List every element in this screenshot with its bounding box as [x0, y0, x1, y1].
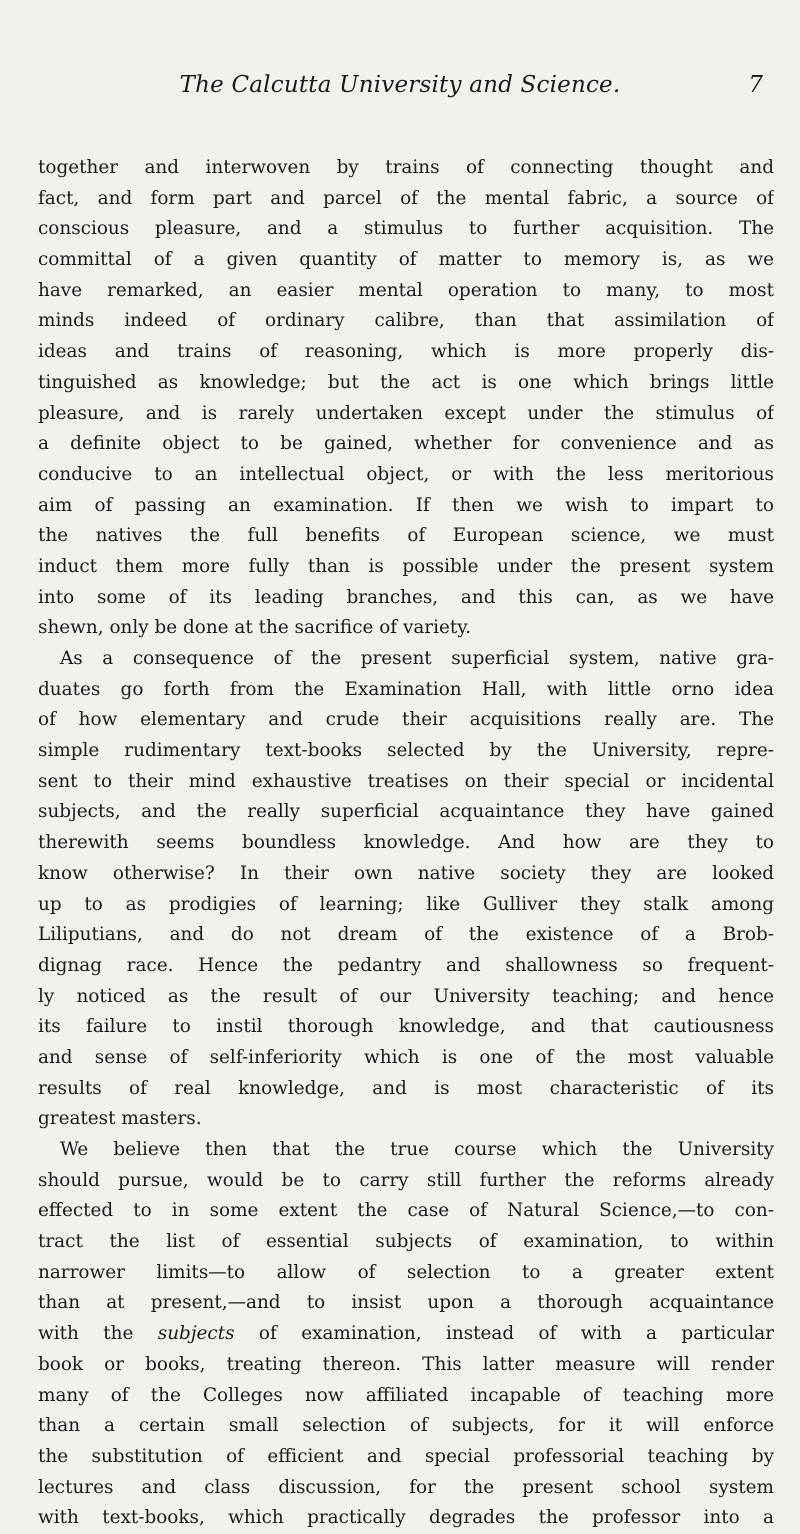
text-line: shewn, only be done at the sacrifice of variety.	[38, 617, 472, 639]
text-line: together and interwoven by trains of connecting thought and	[38, 157, 774, 178]
text-line: minds indeed of ordinary calibre, than that assimilation of	[38, 310, 774, 332]
text-line: have remarked, an easier mental operation to many, to most	[38, 279, 774, 301]
text-line: aim of passing an examination. If then we wish to impart to	[38, 494, 774, 516]
text-line: and sense of self-inferiority which is one of the most valuable	[38, 1046, 774, 1068]
text-line: therewith seems boundless knowledge. And how are they to	[38, 832, 774, 854]
text-line: book or books, treating thereon. This latter measure will render	[38, 1353, 774, 1375]
text-line: As a consequence of the present superficial system, native gra-	[60, 648, 774, 669]
italic-word: subjects	[157, 1323, 235, 1345]
text-line: fact, and form part and parcel of the mental fabric, a source of	[38, 187, 774, 209]
text-line: the natives the full benefits of European science, we must	[38, 525, 774, 547]
text-line: results of real knowledge, and is most characteristic of its	[38, 1077, 774, 1099]
text-line: greatest masters.	[38, 1108, 202, 1130]
text-line: subjects, and the really superficial acquaintance they have gained	[38, 801, 774, 823]
text-line: a definite object to be gained, whether for convenience and as	[38, 433, 774, 455]
text-line: up to as prodigies of learning; like Gulliver they stalk among	[38, 893, 774, 915]
text-line: narrower limits—to allow of selection to a greater extent	[38, 1261, 774, 1283]
text-line: pleasure, and is rarely undertaken except under the stimulus of	[38, 402, 774, 424]
text-line: dignag race. Hence the pedantry and shallowness so frequent-	[38, 954, 774, 976]
text-line: than at present,—and to insist upon a thorough acquaintance	[38, 1292, 774, 1314]
text-line: the substitution of efficient and special professorial teaching by	[38, 1445, 774, 1467]
text-line: Liliputians, and do not dream of the existence of a Brob-	[38, 924, 774, 946]
text-line: should pursue, would be to carry still further the reforms already	[38, 1169, 774, 1191]
text-line: committal of a given quantity of matter to memory is, as we	[38, 249, 774, 271]
text-line: sent to their mind exhaustive treatises on their special or incidental	[38, 770, 774, 792]
text-line-with-italic	[38, 1319, 774, 1350]
text-line: ly noticed as the result of our University teaching; and hence	[38, 985, 774, 1007]
text-line: tinguished as knowledge; but the act is one which brings little	[38, 371, 774, 393]
body-text	[38, 153, 774, 1534]
text-line: into some of its leading branches, and this can, as we have	[38, 586, 774, 608]
text-line: than a certain small selection of subjects, for it will enforce	[38, 1415, 774, 1437]
text-line: many of the Colleges now affiliated incapable of teaching more	[38, 1384, 774, 1406]
text-span: with the	[38, 1323, 158, 1345]
page-number: 7	[748, 72, 763, 98]
text-line: tract the list of essential subjects of examination, to within	[38, 1231, 774, 1253]
text-span: of examination, instead of with a particular	[234, 1323, 774, 1345]
text-line: know otherwise? In their own native society they are looked	[38, 862, 774, 884]
text-line: lectures and class discussion, for the present school system	[38, 1476, 774, 1498]
text-line: effected to in some extent the case of Natural Science,—to con-	[38, 1200, 774, 1222]
text-line: conducive to an intellectual object, or with the less meritorious	[38, 463, 774, 485]
text-line: simple rudimentary text-books selected by the University, repre-	[38, 740, 774, 762]
text-line: induct them more fully than is possible under the present system	[38, 555, 774, 577]
text-line: conscious pleasure, and a stimulus to further acquisition. The	[38, 218, 774, 240]
text-line: with text-books, which practically degrades the professor into a	[38, 1507, 774, 1529]
text-line: of how elementary and crude their acquisitions really are. The	[38, 709, 774, 731]
text-line: ideas and trains of reasoning, which is more properly dis-	[38, 341, 774, 363]
text-line: its failure to instil thorough knowledge, and that cautiousness	[38, 1016, 774, 1038]
text-line: duates go forth from the Examination Hall, with little orno idea	[38, 678, 774, 700]
running-head	[0, 72, 800, 106]
text-line: We believe then that the true course which the University	[60, 1139, 774, 1160]
running-title: The Calcutta University and Science.	[179, 72, 621, 98]
